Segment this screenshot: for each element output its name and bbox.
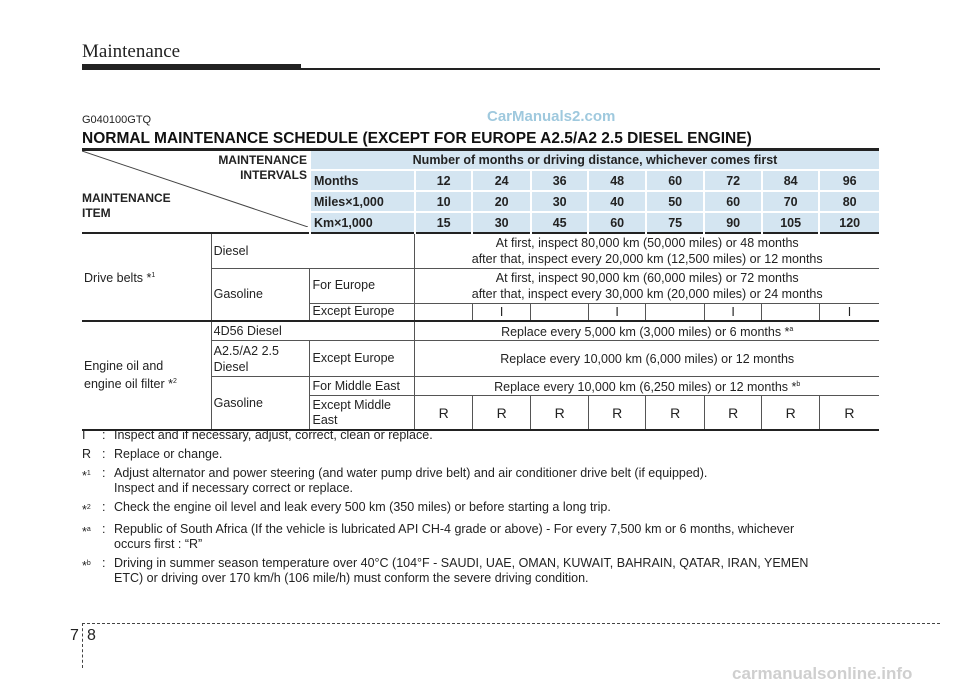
legend-key: I	[82, 428, 86, 442]
km-value: 60	[588, 212, 646, 233]
watermark-bottom: carmanualsonline.info	[732, 664, 913, 683]
months-value: 12	[415, 170, 473, 191]
km-value: 45	[531, 212, 589, 233]
schedule-cell: I	[704, 303, 762, 321]
drive-belts-diesel-interval: At first, inspect 80,000 km (50,000 miles) or 48 months after that, inspect every 20,000 km (12,500 miles) or 12 months	[415, 233, 879, 268]
engine-oil-middle-east-interval: Replace every 10,000 km (6,250 miles) or 12 months *$^b$	[415, 377, 879, 396]
km-value: 105	[762, 212, 820, 233]
legend-key: *$^2$	[82, 503, 91, 518]
km-value: 90	[704, 212, 762, 233]
legend-text: Replace or change.	[114, 447, 223, 461]
schedule-cell: R	[472, 396, 531, 430]
schedule-cell: R	[646, 396, 705, 430]
span-header: Number of months or driving distance, whichever comes first	[310, 150, 879, 171]
months-value: 72	[704, 170, 762, 191]
footer-dashed-rule	[82, 623, 940, 624]
legend-key: *$^a$	[82, 525, 91, 540]
schedule-cell: R	[762, 396, 820, 430]
schedule-cell: I	[472, 303, 531, 321]
km-value: 30	[472, 212, 531, 233]
schedule-cell	[531, 303, 589, 321]
legend-separator: :	[102, 500, 106, 514]
legend-separator: :	[102, 556, 106, 571]
legend-item	[82, 500, 882, 518]
miles-value: 70	[762, 191, 820, 212]
miles-value: 10	[415, 191, 473, 212]
engine-oil-4d56-interval: Replace every 5,000 km (3,000 miles) or 6 months *$^a$	[415, 321, 879, 341]
schedule-cell	[646, 303, 705, 321]
engine-oil-gasoline: Gasoline	[211, 377, 310, 430]
legend-key: R	[82, 447, 92, 461]
schedule-cell: R	[415, 396, 473, 430]
watermark-top: CarManuals2.com	[487, 108, 616, 125]
heading-rule-thin	[301, 68, 880, 70]
drive-belts-except-europe: Except Europe	[310, 303, 415, 321]
chapter-number: 7	[70, 627, 79, 644]
legend-text: Inspect and if necessary, adjust, correct, clean or replace.	[114, 428, 433, 442]
km-value: 75	[646, 212, 705, 233]
miles-label: Miles×1,000	[310, 191, 415, 212]
legend-item	[82, 522, 882, 552]
legend-separator: :	[102, 447, 106, 461]
drive-belts-label: Drive belts *$^1$	[82, 233, 211, 321]
engine-oil-except-middle-east: Except Middle East	[310, 396, 415, 430]
legend-item	[82, 428, 882, 443]
legend-separator: :	[102, 466, 106, 480]
months-label: Months	[310, 170, 415, 191]
schedule-cell	[762, 303, 820, 321]
miles-value: 30	[531, 191, 589, 212]
legend-text: Driving in summer season temperature over 40°C (104°F - SAUDI, UAE, OMAN, KUWAIT, BAHRAIN, QATAR, IRAN, YEMEN ETC) or driving over 170 km/h (106 mile/h) must conform the severe driving condition.	[114, 556, 809, 586]
legend	[82, 428, 882, 590]
footer-dashed-divider	[82, 623, 83, 668]
miles-value: 60	[704, 191, 762, 212]
legend-text: Check the engine oil level and leak every 500 km (350 miles) or before starting a long trip.	[114, 500, 611, 514]
engine-oil-a25-diesel: A2.5/A2 2.5 Diesel	[211, 341, 310, 377]
engine-oil-4d56: 4D56 Diesel	[211, 321, 415, 341]
engine-oil-middle-east: For Middle East	[310, 377, 415, 396]
legend-text: Republic of South Africa (If the vehicle is lubricated API CH-4 grade or above) - For every 7,500 km or 6 months, whichever occurs first : “R”	[114, 522, 795, 552]
legend-item	[82, 556, 882, 586]
schedule-cell: R	[588, 396, 646, 430]
schedule-cell: R	[531, 396, 589, 430]
legend-separator: :	[102, 428, 106, 442]
km-value: 15	[415, 212, 473, 233]
months-value: 48	[588, 170, 646, 191]
miles-value: 50	[646, 191, 705, 212]
months-value: 96	[819, 170, 879, 191]
legend-key: *$^b$	[82, 559, 91, 574]
legend-item	[82, 466, 882, 496]
maintenance-schedule-table	[82, 148, 879, 431]
engine-oil-except-europe: Except Europe	[310, 341, 415, 377]
km-label: Km×1,000	[310, 212, 415, 233]
schedule-cell: R	[819, 396, 879, 430]
engine-oil-label: Engine oil and engine oil filter *$^2$	[82, 321, 211, 430]
drive-belts-diesel: Diesel	[211, 233, 415, 268]
drive-belts-europe-interval: At first, inspect 90,000 km (60,000 miles) or 72 months after that, inspect every 30,000 km (20,000 miles) or 24 months	[415, 268, 879, 303]
corner-item-label: MAINTENANCE ITEM	[82, 191, 171, 220]
months-value: 84	[762, 170, 820, 191]
months-value: 36	[531, 170, 589, 191]
legend-item	[82, 447, 882, 462]
table-corner-header	[82, 150, 310, 234]
page-number: 8	[87, 627, 96, 644]
legend-separator: :	[102, 522, 106, 537]
miles-value: 80	[819, 191, 879, 212]
legend-key: *$^1$	[82, 469, 91, 484]
page-heading: Maintenance	[82, 41, 181, 62]
km-value: 120	[819, 212, 879, 233]
drive-belts-for-europe: For Europe	[310, 268, 415, 303]
schedule-cell: R	[704, 396, 762, 430]
schedule-cell: I	[588, 303, 646, 321]
engine-oil-a25-interval: Replace every 10,000 km (6,000 miles) or 12 months	[415, 341, 879, 377]
schedule-cell	[415, 303, 473, 321]
legend-text: Adjust alternator and power steering (and water pump drive belt) and air conditioner drive belt (if equipped). Inspect and if necessary correct or replace.	[114, 466, 708, 495]
drive-belts-gasoline: Gasoline	[211, 268, 310, 321]
schedule-title: NORMAL MAINTENANCE SCHEDULE (EXCEPT FOR EUROPE A2.5/A2 2.5 DIESEL ENGINE)	[82, 130, 752, 147]
miles-value: 40	[588, 191, 646, 212]
months-value: 24	[472, 170, 531, 191]
heading-rule-thick	[82, 64, 301, 70]
schedule-cell: I	[819, 303, 879, 321]
corner-intervals-label: MAINTENANCE INTERVALS	[218, 153, 307, 182]
miles-value: 20	[472, 191, 531, 212]
section-code: G040100GTQ	[82, 114, 152, 126]
months-value: 60	[646, 170, 705, 191]
